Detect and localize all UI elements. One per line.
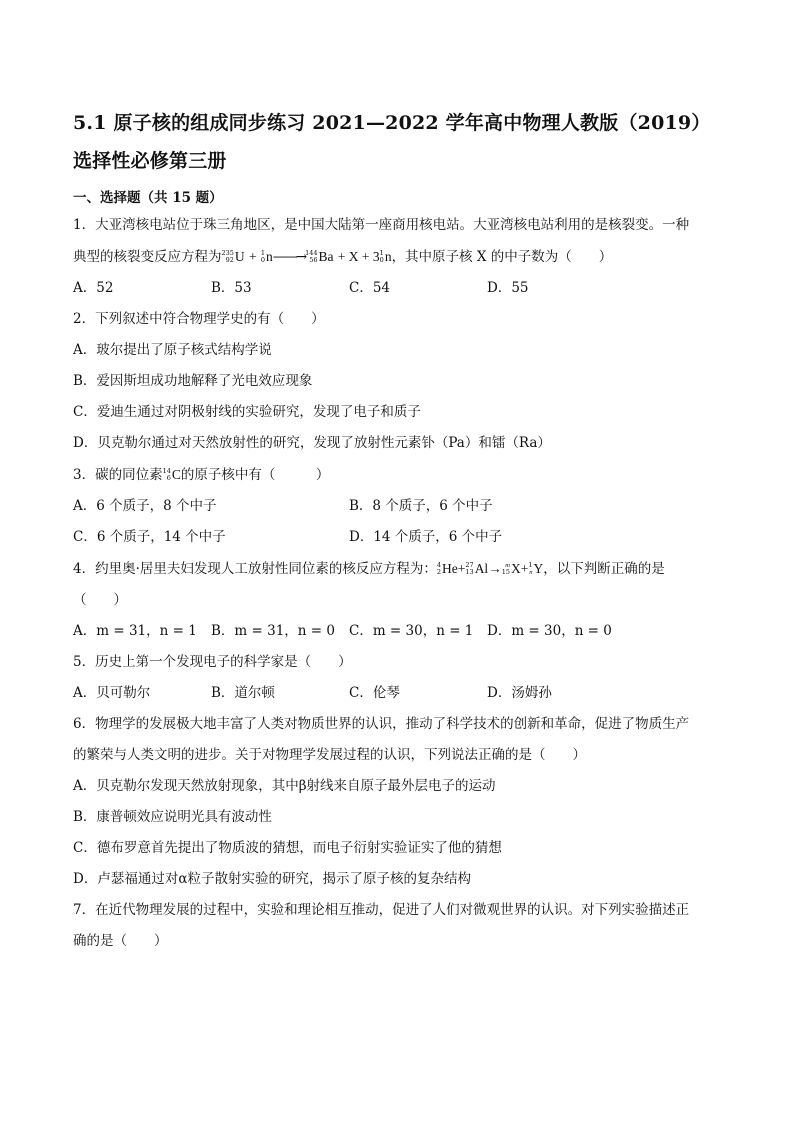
option-a[interactable]: A．m = 31，n = 1	[73, 623, 197, 639]
option-b[interactable]: B．8 个质子，6 个中子	[349, 498, 493, 514]
option-c[interactable]: C．德布罗意首先提出了物质波的猜想，而电子衍射实验证实了他的猜想	[73, 840, 502, 856]
n-mass-number: 1	[260, 248, 266, 257]
n-nuclide-scripts	[261, 250, 265, 264]
y-atomic-number: n	[529, 568, 533, 576]
y-mass-number: 1	[528, 560, 533, 569]
y-symbol: Y	[533, 561, 544, 576]
document-page	[73, 104, 723, 957]
option-a[interactable]: A．6 个质子，8 个中子	[73, 498, 217, 514]
ba-mass-number: 144	[305, 248, 318, 257]
option-d[interactable]: D．卢瑟福通过对α粒子散射实验的研究，揭示了原子核的复杂结构	[73, 871, 471, 887]
option-d[interactable]: D．55	[487, 280, 529, 296]
question-6-line-1: 6．物理学的发展极大地丰富了人类对物质世界的认识，推动了科学技术的创新和革命，促进了物质生产	[73, 716, 690, 732]
x-symbol: X	[510, 561, 521, 576]
ba-nuclide-scripts	[305, 250, 317, 264]
question-1	[73, 210, 723, 304]
option-b[interactable]: B．道尔顿	[211, 685, 275, 701]
u-mass-number: 235	[221, 248, 234, 257]
option-a[interactable]: A．贝克勒尔发现天然放射现象，其中β射线来自原子最外层电子的运动	[73, 778, 496, 794]
c-symbol: C	[171, 467, 181, 482]
question-5	[73, 647, 723, 709]
question-3-text: 3．碳的同位素	[73, 467, 163, 483]
question-5-options	[73, 678, 723, 709]
x-nuclide-scripts	[502, 562, 510, 576]
n2-symbol: n	[384, 249, 392, 264]
question-1-line-1: 1．大亚湾核电站位于珠三角地区，是中国大陆第一座商用核电站。大亚湾核电站利用的是核裂变。一种	[73, 217, 690, 233]
question-6	[73, 709, 723, 895]
he-atomic-number: 2	[436, 567, 442, 576]
plus-sign: +	[457, 561, 466, 576]
question-3	[73, 459, 723, 553]
section-heading: 一、选择题（共 15 题）	[73, 190, 223, 206]
u-nuclide-scripts	[222, 250, 234, 264]
ba-symbol: Ba	[318, 249, 334, 264]
option-a[interactable]: A．52	[73, 280, 114, 296]
option-b[interactable]: B．m = 31，n = 0	[211, 623, 335, 639]
he-symbol: He	[442, 561, 458, 576]
x-mass-number: m	[505, 561, 510, 569]
al-nuclide-scripts	[465, 562, 473, 576]
option-d[interactable]: D．贝克勒尔通过对天然放射性的研究，发现了放射性元素钋（Pa）和镭（Ra）	[73, 435, 551, 451]
al-mass-number: 27	[465, 560, 474, 569]
reaction-arrow: →	[488, 561, 502, 576]
document-title	[73, 104, 723, 180]
he-nuclide-scripts	[437, 562, 441, 576]
question-7-line-1: 7．在近代物理发展的过程中，实验和理论相互推动，促进了人们对微观世界的认识。对下列实验描述正	[73, 902, 690, 918]
question-7-line-2: 确的是（ ）	[73, 933, 168, 949]
question-4-ending: ，以下判断正确的是	[543, 561, 665, 577]
al-atomic-number: 13	[465, 567, 474, 576]
ba-atomic-number: 56	[309, 255, 318, 264]
plus-sign-2: +	[520, 561, 529, 576]
question-2-stem: 2．下列叙述中符合物理学史的有（ ）	[73, 311, 325, 327]
question-3-options-row-1	[73, 491, 723, 522]
n2-nuclide-scripts	[380, 250, 384, 264]
option-b[interactable]: B．康普顿效应说明光具有波动性	[73, 809, 272, 825]
option-b[interactable]: B．53	[211, 280, 252, 296]
question-4-text: 4．约里奥·居里夫妇发现人工放射性同位素的核反应方程为：	[73, 561, 437, 577]
option-d[interactable]: D．14 个质子，6 个中子	[349, 529, 503, 545]
question-4-options	[73, 616, 723, 647]
option-b[interactable]: B．爱因斯坦成功地解释了光电效应现象	[73, 373, 313, 389]
al-symbol: Al	[474, 561, 489, 576]
question-5-stem: 5．历史上第一个发现电子的科学家是（ ）	[73, 654, 352, 670]
y-nuclide-scripts	[528, 562, 532, 576]
option-c[interactable]: C．6 个质子，14 个中子	[73, 529, 226, 545]
option-d[interactable]: D．m = 30，n = 0	[487, 623, 612, 639]
n-symbol: n	[266, 249, 273, 264]
title-line-2: 选择性必修第三册	[73, 150, 227, 172]
n2-mass-number: 1	[379, 248, 384, 257]
plus-sign: +	[248, 249, 257, 264]
equation-products: + X + 3	[337, 249, 380, 264]
n2-atomic-number: 0	[379, 255, 384, 264]
option-c[interactable]: C．伦琴	[349, 685, 400, 701]
question-4	[73, 553, 723, 647]
question-7	[73, 895, 723, 957]
question-1-line-2	[73, 241, 723, 273]
u-atomic-number: 92	[225, 255, 234, 264]
question-2	[73, 304, 723, 459]
question-1-text: 典型的核裂变反应方程为	[73, 249, 222, 265]
fission-equation	[222, 249, 392, 265]
option-d[interactable]: D．汤姆孙	[487, 685, 552, 701]
question-3-ending: 的原子核中有（ ）	[180, 467, 330, 483]
reaction-arrow: ——→	[272, 249, 306, 265]
option-c[interactable]: C．54	[349, 280, 391, 296]
question-1-options	[73, 273, 723, 304]
n-atomic-number: 0	[260, 255, 266, 264]
c-atomic-number: 6	[166, 473, 171, 482]
question-4-line-2: （ ）	[73, 592, 127, 608]
question-6-line-2: 的繁荣与人类文明的进步。关于对物理学发展过程的认识，下列说法正确的是（ ）	[73, 747, 586, 763]
question-3-options-row-2	[73, 522, 723, 553]
c-mass-number: 14	[162, 466, 171, 475]
c-nuclide-scripts	[163, 468, 171, 482]
he-mass-number: 4	[436, 560, 442, 569]
option-c[interactable]: C．m = 30，n = 1	[349, 623, 474, 639]
option-c[interactable]: C．爱迪生通过对阴极射线的实验研究，发现了电子和质子	[73, 404, 421, 420]
question-3-stem	[73, 459, 723, 491]
question-1-ending: ，其中原子核 X 的中子数为（ ）	[391, 249, 613, 265]
question-4-stem	[73, 553, 723, 585]
u-symbol: U	[234, 249, 245, 264]
x-atomic-number: 15	[501, 567, 510, 576]
option-a[interactable]: A．贝可勒尔	[73, 685, 151, 701]
title-line-1: 5.1 原子核的组成同步练习 2021—2022 学年高中物理人教版（2019）	[73, 112, 711, 134]
option-a[interactable]: A．玻尔提出了原子核式结构学说	[73, 342, 272, 358]
